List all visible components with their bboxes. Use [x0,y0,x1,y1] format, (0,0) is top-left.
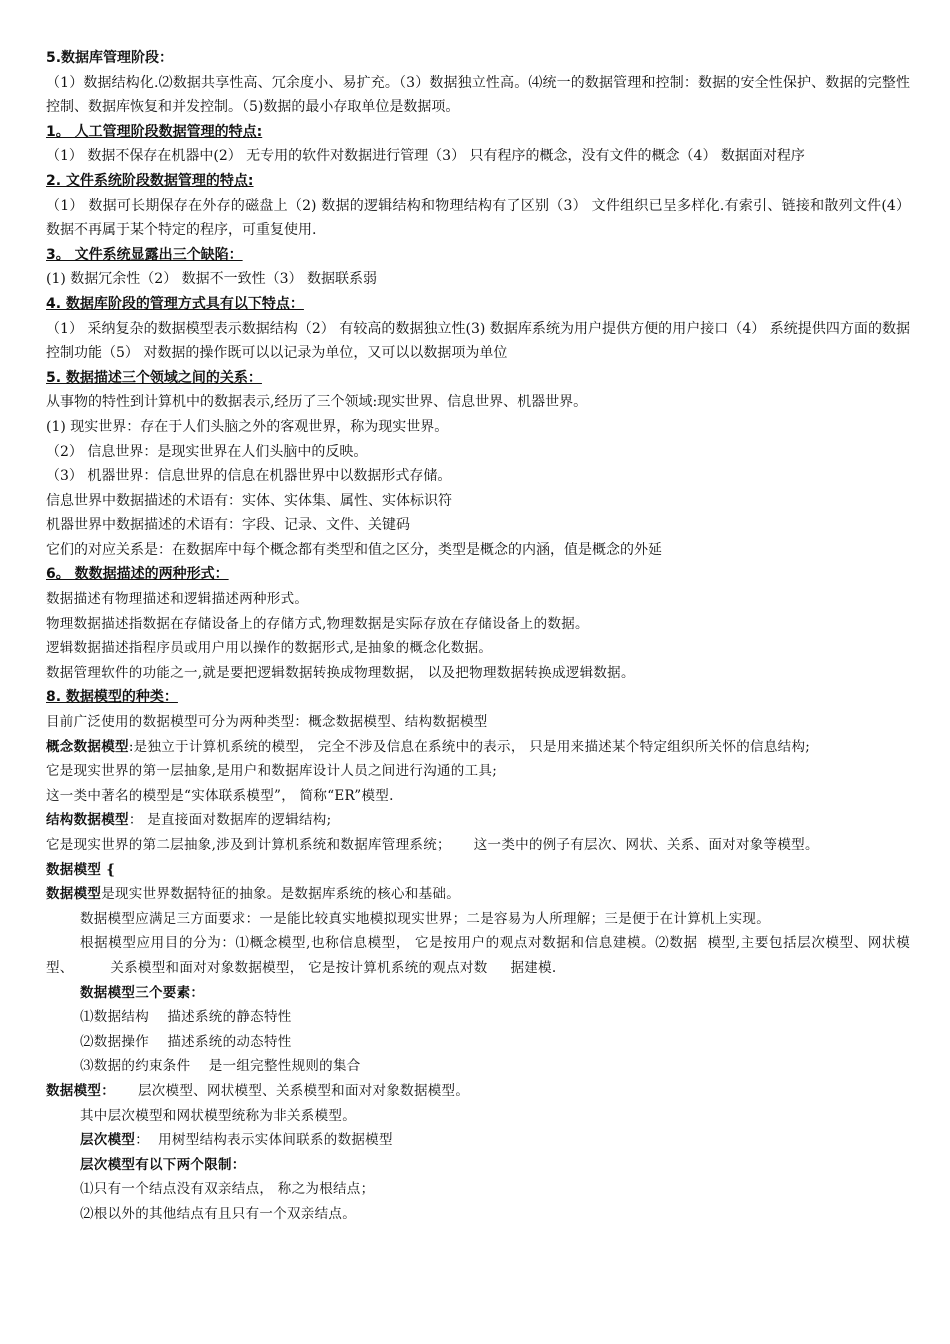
paragraph: （2） 信息世界：是现实世界在人们头脑中的反映。 [46,443,368,460]
list-item: ⑵数据操作 描述系统的动态特性 [80,1033,292,1050]
paragraph: 物理数据描述指数据在存储设备上的存储方式,物理数据是实际存放在存储设备上的数据。 [46,615,589,632]
section-heading: 5.数据库管理阶段： [46,50,174,66]
term-label: 层次模型 [80,1132,136,1149]
paragraph [46,808,910,833]
list-item: ⑵根以外的其他结点有且只有一个双亲结点。 [80,1205,356,1222]
term-label: 数据模型： [46,1082,115,1099]
paragraph: 数据管理软件的功能之一,就是要把逻辑数据转换成物理数据， 以及把物理数据转换成逻辑数据。 [46,664,635,681]
term-text: ： 用树型结构表示实体间联系的数据模型 [135,1132,393,1149]
paragraph: （1）数据结构化.⑵数据共享性高、冗余度小、易扩充。（3）数据独立性高。⑷统一的数据管理和控制：数据的安全性保护、数据的完整性控制、数据库恢复和并发控制。（5)数据的最小存取单位是数据项。 [46,74,910,116]
section-heading: 2. 文件系统阶段数据管理的特点: [46,172,254,189]
section-heading: 8. 数据模型的种类： [46,689,178,706]
paragraph [46,882,910,907]
paragraph: 数据模型应满足三方面要求：一是能比较真实地模拟现实世界；二是容易为人所理解；三是便于在计算机上实现。 [80,910,770,927]
term-label: 概念数据模型 [46,738,129,755]
paragraph: 它是现实世界的第二层抽象,涉及到计算机系统和数据库管理系统； 这一类中的例子有层次、网状、关系、面对对象等模型。 [46,837,819,853]
paragraph: 目前广泛使用的数据模型可分为两种类型：概念数据模型、结构数据模型 [46,714,488,731]
term-label: 层次模型有以下两个限制： [80,1156,246,1173]
list-item: ⑴数据结构 描述系统的静态特性 [80,1009,292,1026]
paragraph: 其中层次模型和网状模型统称为非关系模型。 [80,1107,356,1124]
paragraph [46,1079,910,1104]
term-label: 数据模型 [46,886,102,903]
paragraph [46,1128,910,1153]
term-label: 结构数据模型 [46,812,129,829]
paragraph [46,981,910,1006]
paragraph: 它是现实世界的第一层抽象,是用户和数据库设计人员之间进行沟通的工具; [46,763,498,780]
list-item: ⑴只有一个结点没有双亲结点， 称之为根结点； [80,1181,375,1198]
paragraph: （3） 机器世界：信息世界的信息在机器世界中以数据形式存储。 [46,468,452,485]
term-text: ： 是直接面对数据库的逻辑结构; [128,812,332,829]
paragraph: （1） 数据可长期保存在外存的磁盘上（2) 数据的逻辑结构和物理结构有了区别（3） 文件组织已呈多样化.有索引、链接和散列文件(4） 数据不再属于某个特定的程序，可重复使用. [46,197,915,239]
paragraph: 从事物的特性到计算机中的数据表示,经历了三个领域:现实世界、信息世界、机器世界。 [46,394,588,411]
term-label: 数据模型 { [46,861,116,878]
section-heading: 3。 文件系统显露出三个缺陷： [46,246,243,263]
paragraph: 信息世界中数据描述的术语有：实体、实体集、属性、实体标识符 [46,492,452,509]
paragraph: 这一类中著名的模型是“实体联系模型”， 简称“ER”模型. [46,787,394,804]
section-heading: 5. 数据描述三个领域之间的关系： [46,369,262,386]
paragraph: 逻辑数据描述指程序员或用户用以操作的数据形式,是抽象的概念化数据。 [46,640,493,657]
paragraph: （1） 数据不保存在机器中(2） 无专用的软件对数据进行管理（3） 只有程序的概念，没有文件的概念（4） 数据面对程序 [46,148,805,165]
term-text: 层次模型、网状模型、关系模型和面对对象数据模型。 [115,1082,470,1099]
paragraph: 根据模型应用目的分为：⑴概念模型,也称信息模型， 它是按用户的观点对数据和信息建模。⑵数据 模型,主要包括层次模型、网状模型、 关系模型和面对对象数据模型， 它是按计算机系统的观点对数 据建模. [46,935,910,976]
paragraph [46,735,910,760]
paragraph: 它们的对应关系是：在数据库中每个概念都有类型和值之区分，类型是概念的内涵，值是概念的外延 [46,541,662,558]
term-text: 是现实世界数据特征的抽象。是数据库系统的核心和基础。 [101,886,461,903]
paragraph: （1） 采纳复杂的数据模型表示数据结构（2） 有较高的数据独立性(3) 数据库系统为用户提供方便的用户接口（4） 系统提供四方面的数据控制功能（5） 对数据的操作既可以以记录为单位，又可以以数据项为单位 [46,320,910,362]
section-heading: 1。 人工管理阶段数据管理的特点: [46,123,263,140]
section-heading: 6。 数数据描述的两种形式： [46,566,229,583]
paragraph [46,858,910,883]
section-heading: 4. 数据库阶段的管理方式具有以下特点： [46,295,304,312]
paragraph [46,1153,910,1178]
list-item: ⑶数据的约束条件 是一组完整性规则的集合 [80,1058,361,1075]
term-text: :是独立于计算机系统的模型， 完全不涉及信息在系统中的表示， 只是用来描述某个特定组织所关怀的信息结构; [128,738,811,755]
paragraph: 机器世界中数据描述的术语有：字段、记录、文件、关键码 [46,517,410,534]
paragraph: 数据描述有物理描述和逻辑描述两种形式。 [46,591,309,608]
paragraph: (1) 现实世界：存在于人们头脑之外的客观世界，称为现实世界。 [46,418,449,435]
term-label: 数据模型三个要素： [80,984,205,1001]
paragraph: (1) 数据冗余性（2） 数据不一致性（3） 数据联系弱 [46,271,377,288]
